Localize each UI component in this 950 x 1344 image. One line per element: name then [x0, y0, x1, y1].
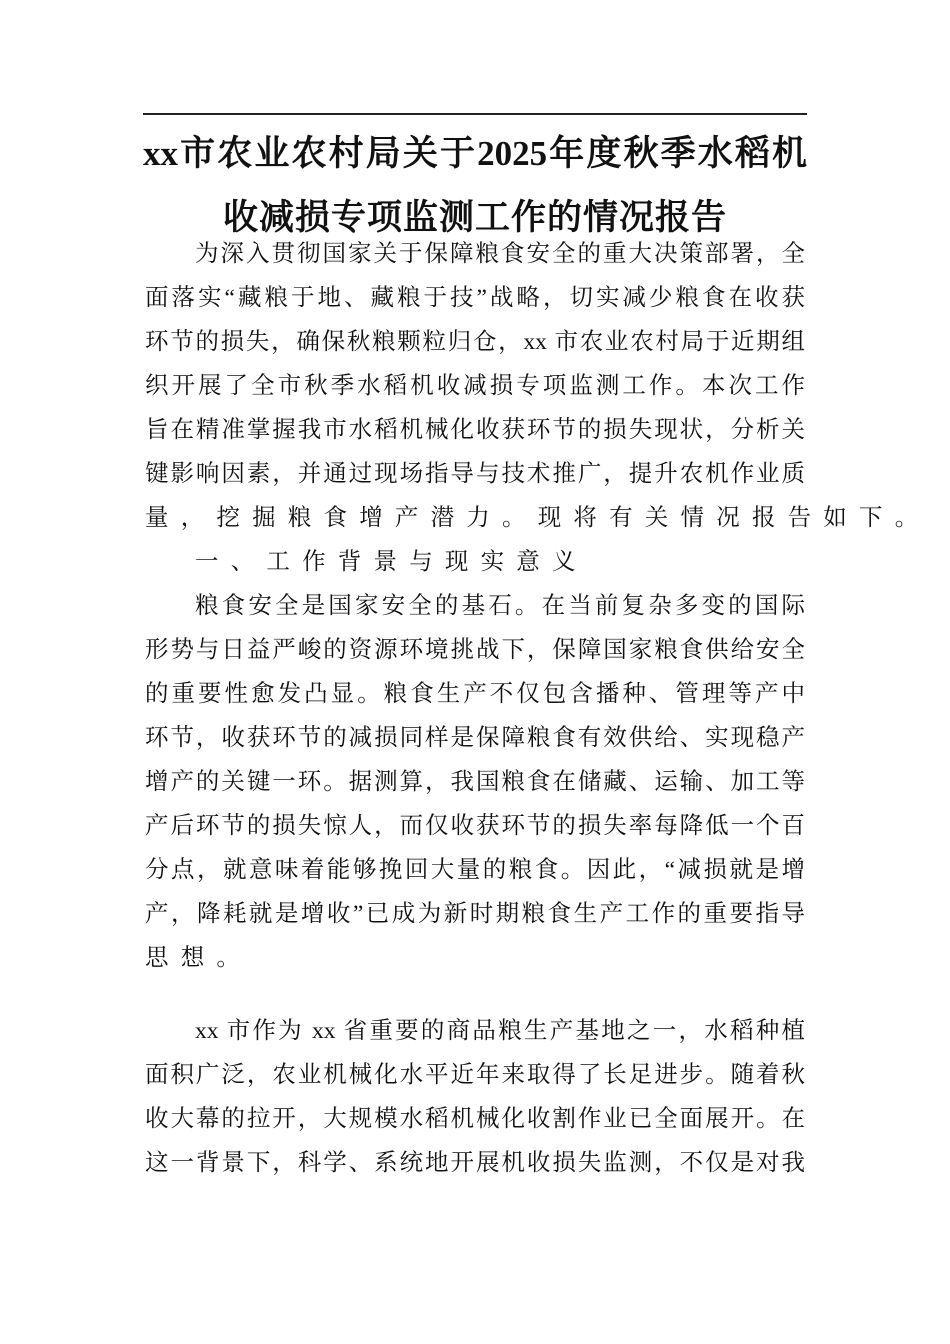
paragraph [145, 232, 931, 540]
text-line: 粮食安全是国家安全的基石。在当前复杂多变的国际 [195, 593, 805, 619]
document-title-line-1: xx市农业农村局关于2025年度秋季水稻机 [143, 134, 807, 173]
text-line: xx 市作为 xx 省重要的商品粮生产基地之一，水稻种植 [195, 1018, 805, 1044]
text-line: 面落实“藏粮于地、藏粮于技”战略，切实减少粮食在收获 [145, 285, 805, 311]
paragraph [145, 584, 805, 980]
text-line: 的重要性愈发凸显。粮食生产不仅包含播种、管理等产中 [145, 681, 805, 707]
paragraph-gap [145, 980, 805, 1009]
text-line: 面积广泛，农业机械化水平近年来取得了长足进步。随着秋 [145, 1062, 805, 1088]
document-title-line-2: 收减损专项监测工作的情况报告 [222, 198, 727, 237]
paragraph [145, 1009, 805, 1185]
text-line: 这一背景下，科学、系统地开展机收损失监测，不仅是对我 [145, 1150, 805, 1176]
text-line: 键影响因素，并通过现场指导与技术推广，提升农机作业质 [145, 461, 805, 487]
text-line: 为深入贯彻国家关于保障粮食安全的重大决策部署，全 [195, 241, 805, 267]
text-line: 产，降耗就是增收”已成为新时期粮食生产工作的重要指导 [145, 901, 805, 927]
text-line: 织开展了全市秋季水稻机收减损专项监测工作。本次工作 [145, 373, 805, 399]
text-line: 旨在精准掌握我市水稻机械化收获环节的损失现状，分析关 [145, 417, 805, 443]
text-line: 形势与日益严峻的资源环境挑战下，保障国家粮食供给安全 [145, 637, 805, 663]
text-line: 思想。 [145, 945, 253, 971]
text-line: 收大幕的拉开，大规模水稻机械化收割作业已全面展开。在 [145, 1106, 805, 1132]
text-line: 产后环节的损失惊人，而仅收获环节的损失率每降低一个百 [145, 813, 805, 839]
text-line: 分点，就意味着能够挽回大量的粮食。因此，“减损就是增 [145, 857, 805, 883]
header-rule [143, 113, 807, 115]
document-body [145, 232, 931, 1185]
text-line: 一、工作背景与现实意义 [195, 549, 588, 575]
text-line: 增产的关键一环。据测算，我国粮食在储藏、运输、加工等 [145, 769, 805, 795]
text-line: 量，挖掘粮食增产潜力。现将有关情况报告如下。 [145, 505, 931, 531]
text-line: 环节的损失，确保秋粮颗粒归仓，xx 市农业农村局于近期组 [145, 329, 805, 355]
section-heading [145, 540, 805, 584]
text-line: 环节，收获环节的减损同样是保障粮食有效供给、实现稳产 [145, 725, 805, 751]
